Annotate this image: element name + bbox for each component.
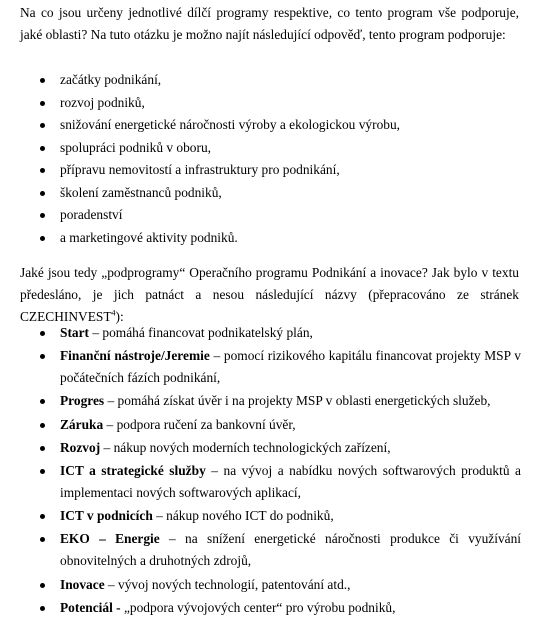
program-description: – pomocí rizikového kapitálu financovat projekty MSP v počátečních fázích podnikání,: [60, 348, 521, 386]
program-name: Potenciál -: [60, 599, 121, 615]
list-item: rozvoj podniků,: [0, 92, 539, 114]
program-description: – pomáhá získat úvěr i na projekty MSP v oblasti energetických služeb,: [104, 393, 491, 409]
list-item: [0, 505, 539, 527]
bullet-icon: [40, 446, 45, 451]
list-item: [0, 414, 539, 436]
program-description: – nákup nového ICT do podniků,: [152, 508, 334, 524]
list-item: spolupráci podniků v oboru,: [0, 137, 539, 159]
list-item: [0, 437, 539, 459]
subprograms-paragraph: Jaké jsou tedy „podprogramy“ Operačního programu Podnikání a inovace? Jak bylo v textu předesláno, je jich patnáct a nesou následující názvy (přepracováno ze stránek CZECHINVEST$^4$):: [20, 265, 519, 324]
list-item: [0, 574, 539, 596]
program-name: Rozvoj: [60, 439, 101, 455]
list-item: přípravu nemovitostí a infrastruktury pro podnikání,: [0, 159, 539, 181]
list-item: školení zaměstnanců podniků,: [0, 182, 539, 204]
bullet-icon: [40, 583, 45, 588]
bullet-icon: [40, 399, 45, 404]
bullet-icon: [40, 191, 45, 196]
program-description: – na snížení energetické náročnosti produkce či využívání obnovitelných a druhotných zdrojů,: [60, 531, 522, 569]
list-item: [0, 460, 539, 504]
list-item: [0, 597, 539, 619]
program-name: Záruka: [60, 416, 104, 432]
program-name: ICT a strategické služby: [60, 462, 206, 478]
program-description: – nákup nových moderních technologických zařízení,: [100, 439, 391, 455]
support-areas-list: [0, 69, 539, 249]
list-item: [0, 322, 539, 344]
program-name: Start: [60, 325, 90, 340]
footnote-marker[interactable]: 4: [111, 308, 116, 318]
list-item: snižování energetické náročnosti výroby a ekologickou výrobu,: [0, 114, 539, 136]
program-description: – pomáhá financovat podnikatelský plán,: [89, 325, 313, 340]
bullet-icon: [40, 146, 45, 151]
bullet-icon: [40, 123, 45, 128]
intro-paragraph: Na co jsou určeny jednotlivé dílčí programy respektive, co tento program vše podporuje, jaké oblasti? Na tuto otázku je možno najít následující odpověď, tento program podporuje:: [20, 5, 519, 42]
list-item: začátky podnikání,: [0, 69, 539, 91]
bullet-icon: [40, 537, 45, 542]
bullet-icon: [40, 78, 45, 83]
bullet-icon: [40, 236, 45, 241]
list-item: [0, 528, 539, 572]
list-item: poradenství: [0, 204, 539, 226]
program-name: Inovace: [60, 576, 105, 592]
bullet-icon: [40, 213, 45, 218]
bullet-icon: [40, 514, 45, 519]
program-name: EKO – Energie: [60, 531, 160, 547]
program-name: Progres: [60, 393, 105, 409]
list-item: a marketingové aktivity podniků.: [0, 227, 539, 249]
bullet-icon: [40, 354, 45, 359]
bullet-icon: [40, 469, 45, 474]
program-name: ICT v podnicích: [60, 508, 153, 524]
bullet-icon: [40, 331, 45, 336]
program-description: – na vývoj a nabídku nových softwarových produktů a implementaci nových softwarových aplikací,: [60, 462, 521, 500]
bullet-icon: [40, 423, 45, 428]
program-description: „podpora vývojových center“ pro výrobu podniků,: [120, 599, 396, 615]
program-description: – vývoj nových technologií, patentování atd.,: [104, 576, 351, 592]
list-item: [0, 345, 539, 389]
bullet-icon: [40, 101, 45, 106]
program-name: Finanční nástroje/Jeremie: [60, 348, 210, 364]
list-item: [0, 390, 539, 412]
bullet-icon: [40, 606, 45, 611]
subprograms-list: [0, 322, 539, 620]
program-description: – podpora ručení za bankovní úvěr,: [103, 416, 296, 432]
bullet-icon: [40, 168, 45, 173]
